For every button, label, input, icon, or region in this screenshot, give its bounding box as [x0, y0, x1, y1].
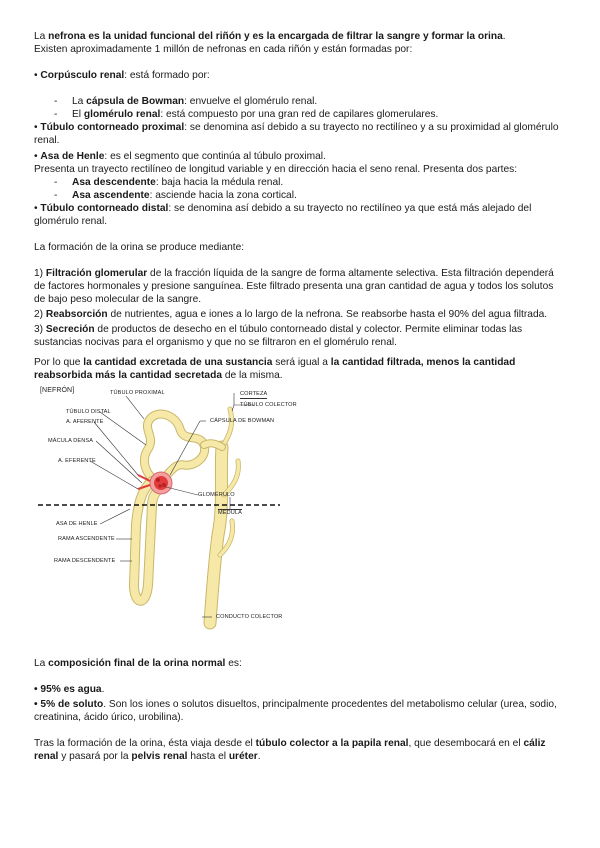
formacion-intro: La formación de la orina se produce mediante:	[34, 242, 245, 253]
composicion-text: es:	[225, 658, 242, 669]
intro-line2: Existen aproximadamente 1 millón de nefronas en cada riñón y están formadas por:	[34, 44, 413, 55]
list-item	[54, 189, 566, 202]
step-bold: Filtración glomerular	[45, 268, 148, 279]
formacion-step-2	[34, 308, 566, 321]
tubulo-distal-item	[34, 202, 566, 228]
asa-text2: Presenta un trayecto rectilíneo de longitud variable y en dirección hacia el seno renal. Presenta dos partes:	[34, 164, 518, 175]
composicion-soluto: 5% de soluto	[40, 699, 104, 710]
intro-text: La	[34, 31, 49, 42]
nephron-diagram	[34, 385, 324, 633]
label-tubulo-distal: TÚBULO DISTAL	[66, 409, 111, 415]
label-capsula: CÁPSULA DE BOWMAN	[210, 418, 275, 424]
label-rama-descendente: RAMA DESCENDENTE	[54, 558, 116, 564]
final-paragraph	[34, 737, 566, 763]
item-bold: Asa descendente	[72, 177, 156, 188]
bullet-icon: •	[34, 122, 38, 133]
step-text: de nutrientes, agua e iones a lo largo de la nefrona. Se reabsorbe hasta el 90% del agua filtrada.	[107, 309, 548, 320]
conclusion-bold: la cantidad excretada de una sustancia	[83, 357, 273, 368]
asa-item	[34, 150, 566, 176]
step-num: 1)	[34, 268, 46, 279]
tubulo-proximal-text: : se denomina así debido a su trayecto no rectilíneo y a su proximidad al glomérulo renal.	[34, 122, 559, 146]
corpusculo-item	[34, 69, 566, 82]
corpusculo-title: Corpúsculo renal	[40, 70, 125, 81]
label-asa-henle: ASA DE HENLE	[56, 521, 98, 527]
conclusion-text: de la misma.	[222, 370, 283, 381]
conclusion-text: Por lo que	[34, 357, 84, 368]
glomerulus-shape	[154, 476, 168, 490]
asa-text: : es el segmento que continúa al túbulo proximal.	[104, 151, 326, 162]
final-bold: uréter	[228, 751, 258, 762]
step-num: 2)	[34, 309, 46, 320]
corpusculo-text: : está formado por:	[124, 70, 210, 81]
asa-title: Asa de Henle	[40, 151, 105, 162]
item-bold: Asa ascendente	[72, 190, 150, 201]
intro-paragraph	[34, 30, 566, 56]
step-text: de productos de desecho en el túbulo contorneado distal y colector. Permite eliminar todas las sustancias nocivas para el organismo y que no se filtraron en el glomérulo renal.	[34, 324, 523, 348]
label-conducto: CONDUCTO COLECTOR	[216, 614, 283, 620]
final-bold: túbulo colector a la papila renal	[255, 738, 409, 749]
formacion-step-3	[34, 323, 566, 349]
tubulo-proximal-item	[34, 121, 566, 147]
step-bold: Secreción	[45, 324, 95, 335]
intro-bold: nefrona es la unidad funcional del riñón y es la encargada de filtrar la sangre y formar la orina	[48, 31, 503, 42]
bullet-icon: •	[34, 151, 38, 162]
label-glomerulo: GLOMÉRULO	[198, 492, 235, 498]
step-bold: Reabsorción	[45, 309, 108, 320]
final-text: hasta el	[187, 751, 229, 762]
item-post: : está compuesto por una gran red de capilares glomerulares.	[160, 109, 439, 120]
final-bold: pelvis renal	[131, 751, 188, 762]
tubulo-proximal-title: Túbulo contorneado proximal	[40, 122, 185, 133]
intro-end: .	[502, 31, 506, 42]
conclusion-paragraph	[34, 356, 566, 382]
corpusculo-list	[34, 95, 566, 121]
tubulo-distal-text: : se denomina así debido a su trayecto no rectilíneo ya que está más alejado del glomérulo renal.	[34, 203, 532, 227]
tubulo-distal-title: Túbulo contorneado distal	[40, 203, 169, 214]
step-text: de la fracción líquida de la sangre de forma altamente selectiva. Esta filtración dependerá de factores hormonales y presione sanguínea. Este filtrado presenta una gran cantidad de agua y todos los solutos de bajo peso molecular de la sangre.	[34, 268, 554, 305]
item-pre: La	[72, 96, 87, 107]
label-macula: MÁCULA DENSA	[48, 438, 94, 444]
item-post: : envuelve el glomérulo renal.	[184, 96, 318, 107]
document-page	[34, 30, 566, 763]
composicion-item-agua	[34, 683, 566, 696]
list-item	[54, 176, 566, 189]
conclusion-text: será igual a	[272, 357, 331, 368]
bullet-icon: •	[34, 684, 38, 695]
label-medula: MÉDULA	[218, 510, 242, 516]
composicion-bold: composición final de la orina normal	[48, 658, 226, 669]
final-text: y pasará por la	[58, 751, 132, 762]
label-rama-ascendente: RAMA ASCENDENTE	[58, 536, 115, 542]
list-item	[54, 95, 566, 108]
item-bold: cápsula de Bowman	[86, 96, 185, 107]
final-text: , que desembocará en el	[408, 738, 524, 749]
composicion-end: .	[101, 684, 105, 695]
composicion-intro	[34, 657, 566, 670]
label-tubulo-colector: TÚBULO COLECTOR	[240, 402, 297, 408]
final-text: .	[257, 751, 261, 762]
list-item	[54, 108, 566, 121]
figure-title: [NEFRÓN]	[40, 387, 75, 394]
composicion-item-soluto	[34, 698, 566, 724]
bullet-icon: •	[34, 203, 38, 214]
final-text: Tras la formación de la orina, ésta viaja desde el	[34, 738, 256, 749]
label-corteza: CORTEZA	[240, 391, 268, 397]
asa-list	[34, 176, 566, 202]
label-tubulo-proximal: TÚBULO PROXIMAL	[110, 390, 165, 396]
item-post: : asciende hacia la zona cortical.	[149, 190, 297, 201]
step-num: 3)	[34, 324, 46, 335]
composicion-agua: 95% es agua	[40, 684, 102, 695]
item-post: : baja hacia la médula renal.	[155, 177, 284, 188]
item-bold: glomérulo renal	[83, 109, 161, 120]
composicion-text: La	[34, 658, 49, 669]
conclusion-bold: la cantidad filtrada, menos la cantidad reabsorbida más la cantidad secretada	[34, 357, 516, 381]
label-eferente: A. EFERENTE	[58, 458, 96, 464]
bullet-icon: •	[34, 70, 38, 81]
bullet-icon: •	[34, 699, 38, 710]
label-aferente: A. AFERENTE	[66, 419, 104, 425]
item-pre: El	[72, 109, 84, 120]
final-bold: cáliz renal	[34, 738, 546, 762]
formacion-step-1	[34, 267, 566, 306]
composicion-soluto-text: . Son los iones o solutos disueltos, principalmente procedentes del metabolismo celular (urea, sodio, creatinina, ácido úrico, urobilina).	[34, 699, 557, 723]
